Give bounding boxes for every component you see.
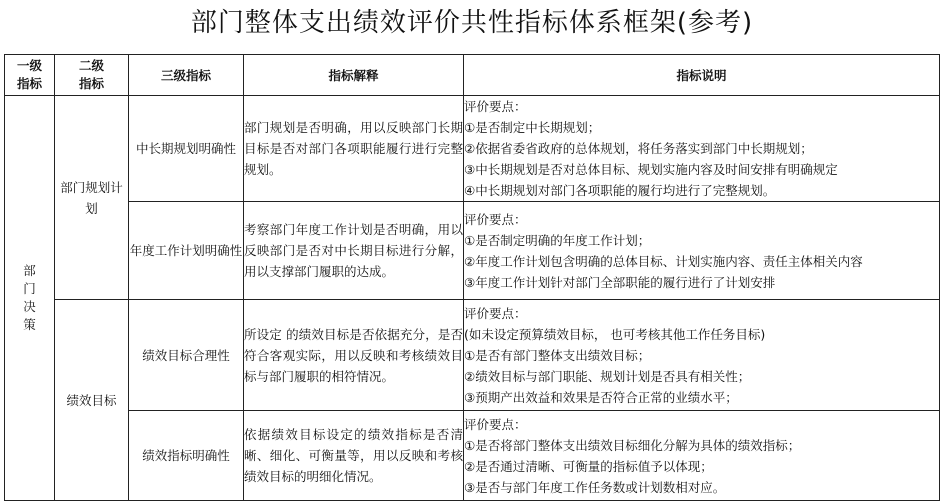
header-description: 指标说明 <box>464 55 940 96</box>
description-line: ③中长期规划是否对总体目标、规划实施内容及时间安排有明确规定 <box>464 162 838 177</box>
explanation-cell: 依据绩效目标设定的绩效指标是否清晰、细化、可衡量等，用以反映和考核绩效目标的明细化情况。 <box>244 411 464 501</box>
header-level3: 三级指标 <box>129 55 244 96</box>
description-cell <box>464 96 940 202</box>
level3-cell: 中长期规划明确性 <box>129 96 244 202</box>
description-line: ①是否制定明确的年度工作计划； <box>464 232 651 248</box>
description-line: ③预期产出效益和效果是否符合正常的业绩水平； <box>464 389 738 405</box>
indicator-framework-table <box>4 54 940 501</box>
level2-cell <box>55 300 129 501</box>
description-line: ①是否有部门整体支出绩效目标； <box>464 347 651 363</box>
description-line: ①是否制定中长期规划； <box>464 120 601 135</box>
header-explanation: 指标解释 <box>244 55 464 96</box>
description-line: ④中长期规划对部门各项职能的履行均进行了完整规划。 <box>464 183 776 198</box>
header-level1: 一级指标 <box>5 55 55 96</box>
description-line: 评价要点： <box>464 99 527 114</box>
description-line: ②依据省委省政府的总体规划，将任务落实到部门中长期规划； <box>464 141 813 156</box>
level2-cell <box>55 96 129 300</box>
description-line: ②年度工作计划包含明确的总体目标、计划实施内容、责任主体相关内容 <box>464 253 863 269</box>
level3-cell: 绩效目标合理性 <box>129 300 244 411</box>
level1-cell <box>5 96 55 501</box>
description-line: 评价要点： <box>464 416 527 432</box>
description-line: ②是否通过清晰、可衡量的指标值予以体现； <box>464 458 713 474</box>
description-cell <box>464 300 940 411</box>
description-line: ②绩效目标与部门职能、规划计划是否具有相关性； <box>464 368 751 384</box>
description-line: 评价要点： <box>464 305 527 321</box>
description-line: ③年度工作计划针对部门全部职能的履行进行了计划安排 <box>464 274 776 290</box>
table-row <box>5 96 940 202</box>
table-row <box>5 411 940 501</box>
description-line: ①是否将部门整体支出绩效目标细化分解为具体的绩效指标； <box>464 437 801 453</box>
explanation-cell: 考察部门年度工作计划是否明确，用以反映部门是否对中长期目标进行分解，用以支撑部门履职的达成。 <box>244 202 464 300</box>
description-cell <box>464 411 940 501</box>
description-line: ③是否与部门年度工作任务数或计划数相对应。 <box>464 479 726 495</box>
explanation-cell: 部门规划是否明确，用以反映部门长期目标是否对部门各项职能履行进行完整规划。 <box>244 96 464 202</box>
level3-cell: 绩效指标明确性 <box>129 411 244 501</box>
description-line: (如未设定预算绩效目标， 也可考核其他工作任务目标) <box>464 326 766 342</box>
description-line: 评价要点： <box>464 211 527 227</box>
page-title: 部门整体支出绩效评价共性指标体系框架(参考) <box>190 8 754 38</box>
table-row <box>5 202 940 300</box>
level3-cell: 年度工作计划明确性 <box>129 202 244 300</box>
table-header-row <box>5 55 940 96</box>
description-cell <box>464 202 940 300</box>
explanation-cell: 所设定 的绩效目标是否依据充分，是否符合客观实际，用以反映和考核绩效目标与部门履职的相符情况。 <box>244 300 464 411</box>
header-level2: 二级指标 <box>55 55 129 96</box>
table-row <box>5 300 940 411</box>
level2-label: 绩效目标 <box>66 392 117 408</box>
level1-label: 部门决策 <box>23 262 36 332</box>
level2-label: 部门规划计划 <box>60 179 123 216</box>
